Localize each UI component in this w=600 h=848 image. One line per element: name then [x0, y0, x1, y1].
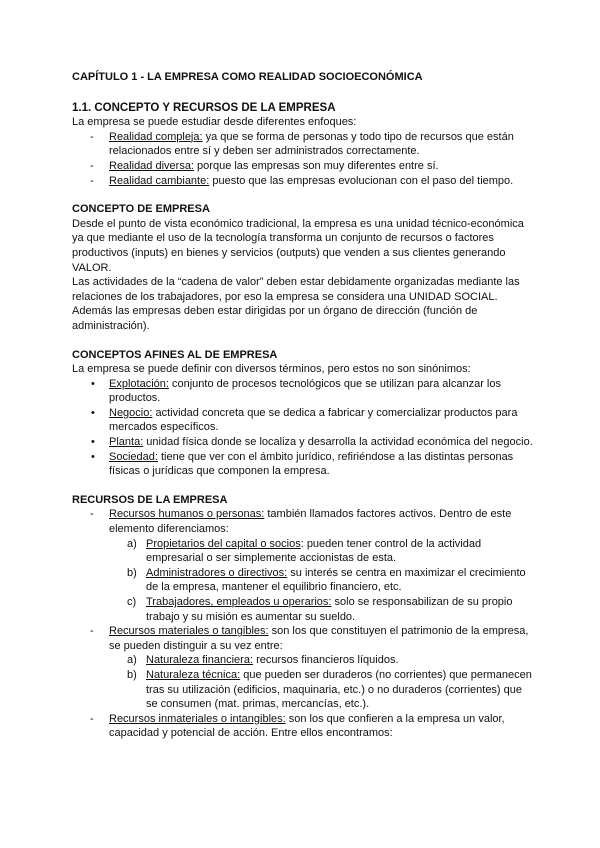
- list-item-recursos-humanos: [109, 507, 534, 624]
- list-item-text: son los que confieren a la empresa un valor, capacidad y potencial de acción. Entre ellos encontramos:: [109, 712, 505, 740]
- list-item: [109, 130, 534, 159]
- list-item: [109, 435, 534, 450]
- heading-afines: CONCEPTOS AFINES AL DE EMPRESA: [72, 348, 278, 361]
- sub-list-marker: c): [127, 596, 137, 608]
- heading-recursos: RECURSOS DE LA EMPRESA: [72, 493, 228, 506]
- list-item-term: Realidad compleja:: [109, 130, 203, 143]
- sub-list-term: Naturaleza financiera:: [146, 654, 254, 667]
- sub-list-marker: b): [127, 566, 137, 579]
- list-item: [109, 174, 534, 189]
- list-item-text: actividad concreta que se dedica a fabricar y comercializar productos para mercados específicos.: [109, 406, 518, 434]
- sub-list-marker: a): [127, 654, 137, 667]
- sub-list-item: [127, 595, 534, 624]
- sub-list-text: solo se responsabilizan de su propio trabajo y su misión es aumentar su sueldo.: [146, 596, 513, 623]
- list-item-text: puesto que las empresas evolucionan con el paso del tiempo.: [209, 174, 514, 187]
- list-item-term: Realidad cambiante:: [109, 174, 210, 187]
- list-item: [109, 159, 534, 174]
- concepto-paragraph-3: Además las empresas deben estar dirigidas por un órgano de dirección (función de administración).: [72, 305, 478, 332]
- sub-list-term: Administradores o directivos:: [146, 566, 288, 579]
- section-title-1-1: 1.1. CONCEPTO Y RECURSOS DE LA EMPRESA: [72, 101, 336, 114]
- list-item-text: unidad física donde se localiza y desarrolla la actividad económica del negocio.: [143, 436, 533, 449]
- sub-list-text: recursos financieros líquidos.: [253, 654, 399, 667]
- list-item-term: Explotación:: [109, 377, 169, 390]
- list-item-text: ya que se forma de personas y todo tipo de recursos que están relacionados entre sí y deben ser administrados correctamente.: [109, 130, 514, 158]
- sub-list-term: Propietarios del capital o socios: [146, 537, 301, 550]
- list-item-term: Negocio:: [109, 406, 153, 419]
- sub-list-item: [127, 668, 534, 712]
- list-item-term: Recursos humanos o personas:: [109, 508, 265, 521]
- list-item-text: son los que constituyen el patrimonio de la empresa, se pueden distinguir a su vez entre:: [109, 625, 529, 652]
- sub-list-item: [127, 566, 534, 595]
- sub-list-marker: b): [127, 668, 137, 681]
- list-item-term: Realidad diversa:: [109, 159, 194, 172]
- sub-list-item: [127, 653, 534, 668]
- afines-list: [72, 377, 534, 479]
- sub-list-item: [127, 537, 534, 566]
- list-item-term: Planta:: [109, 436, 144, 449]
- list-item-recursos-materiales: [109, 624, 534, 712]
- sub-list-text: su interés se centra en maximizar el crecimiento de la empresa, mantener el equilibrio financiero, etc.: [146, 566, 526, 594]
- section-intro: La empresa se puede estudiar desde diferentes enfoques:: [72, 116, 357, 129]
- chapter-title: CAPÍTULO 1 - LA EMPRESA COMO REALIDAD SOCIOECONÓMICA: [72, 71, 423, 83]
- list-item-text: porque las empresas son muy diferentes entre sí.: [194, 159, 439, 172]
- list-item-recursos-inmateriales: [109, 712, 534, 741]
- list-item-text: tiene que ver con el ámbito jurídico, refiriéndose a las distintas personas físicas o jurídicas que componen la empresa.: [109, 450, 514, 478]
- list-item: [109, 450, 534, 479]
- recursos-list: [72, 507, 534, 741]
- list-item: [109, 377, 534, 406]
- list-item-term: Recursos materiales o tangibles:: [109, 625, 269, 638]
- materiales-sublist: [109, 653, 534, 711]
- list-item-text: también llamados factores activos. Dentro de este elemento diferenciamos:: [109, 508, 512, 536]
- concepto-paragraph-1: Desde el punto de vista económico tradicional, la empresa es una unidad técnico-económica ya que mediante el uso de la tecnología transforma un conjunto de recursos o factores productivos (inputs) en bienes y servicios (outputs) que venden a sus clientes generando VALOR.: [72, 217, 524, 274]
- sub-list-text: : pueden tener control de la actividad empresarial o ser simplemente accionistas de esta.: [146, 537, 482, 565]
- sub-list-term: Naturaleza técnica:: [146, 668, 241, 681]
- sub-list-text: que pueden ser duraderos (no corrientes) que permanecen tras su utilización (edificios, maquinaria, etc.) o no duraderos (corrientes) que se consumen (mat. primas, mercancías, etc.).: [146, 668, 532, 711]
- document-page: [72, 70, 534, 741]
- list-item-text: conjunto de procesos tecnológicos que se utilizan para alcanzar los productos.: [109, 377, 501, 405]
- sub-list-term: Trabajadores, empleados u operarios:: [146, 596, 332, 608]
- sub-list-marker: a): [127, 537, 137, 550]
- humanos-sublist: [109, 537, 534, 625]
- concepto-paragraph-2: Las actividades de la “cadena de valor” deben estar debidamente organizadas mediante las relaciones de los trabajadores, por eso la empresa se considera una UNIDAD SOCIAL.: [72, 276, 520, 303]
- list-item-term: Sociedad:: [109, 450, 158, 463]
- afines-intro: La empresa se puede definir con diversos términos, pero estos no son sinónimos:: [72, 363, 471, 376]
- enfoques-list: [72, 130, 534, 188]
- heading-concepto: CONCEPTO DE EMPRESA: [72, 203, 210, 216]
- list-item-term: Recursos inmateriales o intangibles:: [109, 712, 286, 725]
- list-item: [109, 406, 534, 435]
